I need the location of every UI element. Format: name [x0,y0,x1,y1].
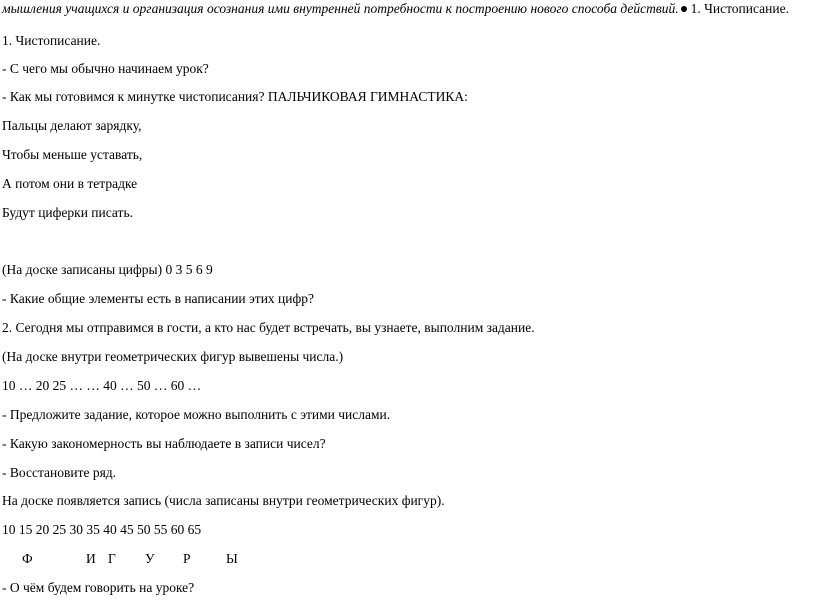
letter-1: Ф [22,551,33,566]
section-heading-penmanship: 1. Чистописание. [2,33,101,48]
number-sequence-full: 10 15 20 25 30 35 40 45 50 55 60 65 [2,522,202,537]
poem-line-3: А потом они в тетрадке [2,176,138,191]
poem-line-1: Пальцы делают зарядку, [2,118,142,133]
board-record-note: На доске появляется запись (числа записаны внутри геометрических фигур). [2,493,445,508]
header-tail-text: 1. Чистописание. [690,1,789,16]
letter-2: И [86,551,96,566]
board-numbers-note: (На доске внутри геометрических фигур вывешены числа.) [2,349,344,364]
question-lesson-topic: - О чём будем говорить на уроке? [2,580,195,595]
question-suggest-task: - Предложите задание, которое можно выполнить с этими числами. [2,407,391,422]
poem-line-2: Чтобы меньше уставать, [2,147,143,162]
question-lesson-start: - С чего мы обычно начинаем урок? [2,61,209,76]
instruction-restore-row: - Восстановите ряд. [2,465,117,480]
poem-line-4: Будут циферки писать. [2,205,133,220]
board-digits-line: (На доске записаны цифры) 0 3 5 6 9 [2,262,213,277]
header-italic-text: мышления учащихся и организация осознания ими внутренней потребности к построению нового способа действий. [2,1,679,16]
letters-row [0,551,816,569]
question-preparation: - Как мы готовимся к минутке чистописания? ПАЛЬЧИКОВАЯ ГИМНАСТИКА: [2,89,468,104]
letter-6: Ы [226,551,238,566]
question-pattern: - Какую закономерность вы наблюдаете в записи чисел? [2,436,326,451]
letter-3: Г [108,551,116,566]
number-sequence-gaps: 10 … 20 25 … … 40 … 50 … 60 … [2,378,202,393]
bullet-icon [681,6,687,12]
task-visit-line: 2. Сегодня мы отправимся в гости, а кто нас будет встречать, вы узнаете, выполним задание. [2,320,535,335]
letter-5: Р [183,551,191,566]
letter-4: У [145,551,155,566]
header-line [2,1,789,17]
question-common-elements: - Какие общие элементы есть в написании этих цифр? [2,291,314,306]
